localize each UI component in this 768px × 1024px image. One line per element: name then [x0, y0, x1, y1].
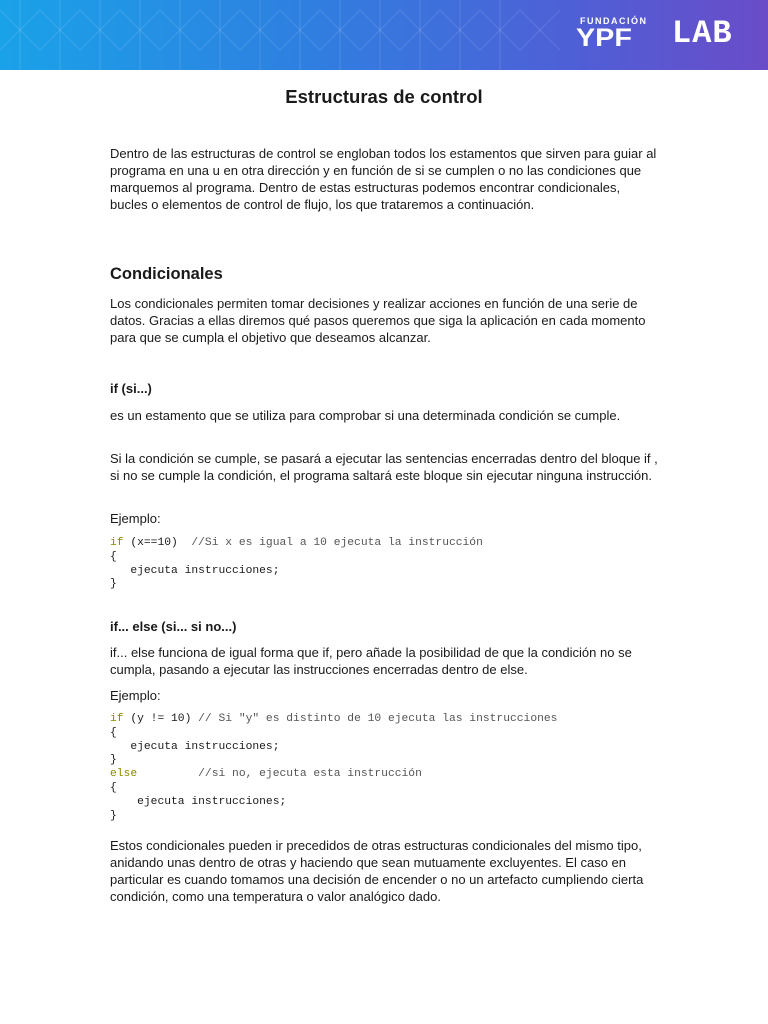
code-comment: //Si x es igual a 10 ejecuta la instrucción: [191, 537, 483, 549]
code-block-if-else: [110, 713, 658, 823]
header-banner: [0, 0, 768, 70]
logo-lab-text: LAB: [672, 15, 733, 52]
closing-paragraph: Estos condicionales pueden ir precedidos de otras estructuras condicionales del mismo tipo, anidando unas dentro de otras y haciendo que sean mutuamente excluyentes. El caso en particular es cuando tomamos una decisión de encender o no un artefacto cumpliendo cierta condición, como una temperatura o valor analógico dado.: [110, 838, 644, 904]
logo-ypf-text: YPF: [576, 24, 632, 52]
if-paragraph-2: Si la condición se cumple, se pasará a ejecutar las sentencias encerradas dentro del bloque if , si no se cumple la condición, el programa saltará este bloque sin ejecutar ninguna instrucción.: [110, 451, 658, 483]
code-text: [137, 768, 198, 780]
code-text: ejecuta instrucciones;: [110, 740, 280, 753]
code-keyword: else: [110, 768, 138, 781]
code-block-if: [110, 537, 658, 592]
if-paragraph-1: es un estamento que se utiliza para comprobar si una determinada condición se cumple.: [110, 408, 621, 423]
code-text: {: [110, 726, 117, 739]
section-heading-condicionales: Condicionales: [110, 265, 223, 283]
if-else-paragraph: if... else funciona de igual forma que if, pero añade la posibilidad de que la condición no se cumpla, pasando a ejecutar las instrucciones encerradas dentro de else.: [110, 645, 632, 677]
code-comment: // Si "y" es distinto de 10 ejecuta las instrucciones: [198, 713, 558, 725]
code-text: {: [110, 550, 117, 563]
code-text: }: [110, 809, 117, 822]
if-else-heading: if... else (si... si no...): [110, 619, 237, 634]
code-text: {: [110, 781, 117, 794]
condicionales-paragraph: Los condicionales permiten tomar decisiones y realizar acciones en función de una serie de datos. Gracias a ellas diremos qué pasos queremos que siga la aplicación en cada momento para que se cumpla el objetivo que deseamos alcanzar.: [110, 296, 646, 345]
ypf-lab-logo: [576, 14, 756, 58]
code-keyword: if: [110, 713, 124, 725]
if-heading: if (si...): [110, 381, 152, 396]
code-text: ejecuta instrucciones;: [110, 795, 287, 808]
page-title: Estructuras de control: [285, 86, 483, 107]
code-text: }: [110, 754, 117, 767]
example-label-2: Ejemplo:: [110, 688, 161, 703]
example-label-1: Ejemplo:: [110, 511, 161, 526]
code-text: }: [110, 578, 117, 591]
code-text: (x==10): [123, 537, 192, 549]
intro-paragraph: Dentro de las estructuras de control se engloban todos los estamentos que sirven para guiar al programa en una u en otra dirección y en función de si se cumplen o no las condiciones que marquemos al programa. Dentro de estas estructuras podemos encontrar condicionales, bucles o elementos de control de flujo, los que trataremos a continuación.: [110, 146, 657, 212]
code-keyword: if: [110, 537, 124, 549]
logo-fundacion-text: FUNDACIÓN: [580, 16, 648, 26]
code-text: (y != 10): [123, 713, 199, 725]
code-comment: //si no, ejecuta esta instrucción: [198, 768, 422, 781]
code-text: ejecuta instrucciones;: [110, 564, 280, 577]
